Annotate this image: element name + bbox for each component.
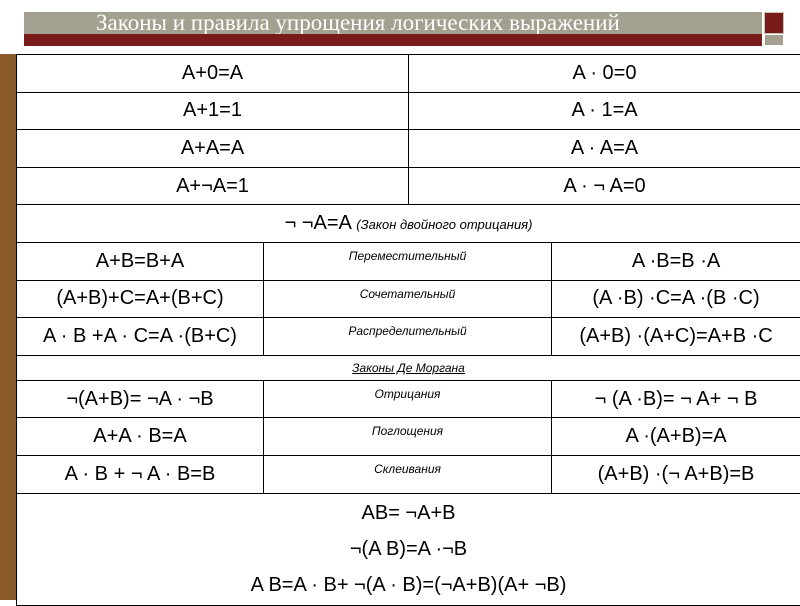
law-formula-right: (A ·B) ·C=A ·(B ·C): [552, 280, 800, 318]
corner-decoration-bottom: [764, 34, 784, 46]
table-row: [17, 167, 800, 205]
table-row: [17, 355, 800, 380]
slide-title: Законы и правила упрощения логических выражений: [24, 12, 762, 34]
law-formula-right: (A+B) ·(A+C)=A+B ·C: [552, 318, 800, 356]
table-row: [17, 92, 800, 130]
left-border-bar: [0, 0, 16, 600]
law-formula-left: (A+B)+C=A+(B+C): [17, 280, 264, 318]
corner-decoration-top: [764, 12, 784, 34]
law-formula-right: A · 0=0: [409, 55, 800, 93]
law-formula-left: ¬(A+B)= ¬A · ¬B: [17, 380, 264, 418]
law-name: Сочетательный: [264, 280, 552, 318]
law-formula-right: ¬ (A ·B)= ¬ A+ ¬ B: [552, 380, 800, 418]
double-negation-formula: ¬ ¬A=A: [285, 212, 351, 234]
law-name: Переместительный: [264, 242, 552, 280]
table-row: [17, 55, 800, 93]
law-formula-left: A · B + ¬ A · B=B: [17, 455, 264, 493]
law-formula-right: (A+B) ·(¬ A+B)=B: [552, 455, 800, 493]
laws-table: [16, 54, 800, 606]
implication-formulas-cell: [17, 493, 800, 605]
law-formula-right: A · 1=A: [409, 92, 800, 130]
law-formula-right: A · A=A: [409, 130, 800, 168]
law-formula-left: A · B +A · C=A ·(B+C): [17, 318, 264, 356]
table-row: [17, 380, 800, 418]
law-formula-right: A ·(A+B)=A: [552, 418, 800, 456]
de-morgan-header: Законы Де Моргана: [17, 355, 800, 380]
law-name: Поглощения: [264, 418, 552, 456]
table-row: [17, 130, 800, 168]
law-formula-right: A · ¬ A=0: [409, 167, 800, 205]
law-name: Склеивания: [264, 455, 552, 493]
law-formula-right: A ·B=B ·A: [552, 242, 800, 280]
table-row: [17, 242, 800, 280]
law-formula-left: A+¬A=1: [17, 167, 409, 205]
table-row: [17, 280, 800, 318]
table-row: [17, 493, 800, 605]
law-name: Отрицания: [264, 380, 552, 418]
law-formula-left: A+B=B+A: [17, 242, 264, 280]
double-negation-cell: [17, 205, 800, 243]
law-name: Распределительный: [264, 318, 552, 356]
title-accent-bar: [24, 34, 762, 46]
table-row: [17, 455, 800, 493]
implication-negation-formula: ¬(A B)=A ·¬B: [17, 531, 800, 567]
table-row: [17, 318, 800, 356]
double-negation-name: (Закон двойного отрицания): [356, 217, 532, 232]
law-formula-left: A+A=A: [17, 130, 409, 168]
law-formula-left: A+A · B=A: [17, 418, 264, 456]
equivalence-formula: A B=A · B+ ¬(A · B)=(¬A+B)(A+ ¬B): [17, 567, 800, 603]
law-formula-left: A+0=A: [17, 55, 409, 93]
table-row: [17, 418, 800, 456]
law-formula-left: A+1=1: [17, 92, 409, 130]
table-row: [17, 205, 800, 243]
implication-formula: AB= ¬A+B: [17, 495, 800, 531]
